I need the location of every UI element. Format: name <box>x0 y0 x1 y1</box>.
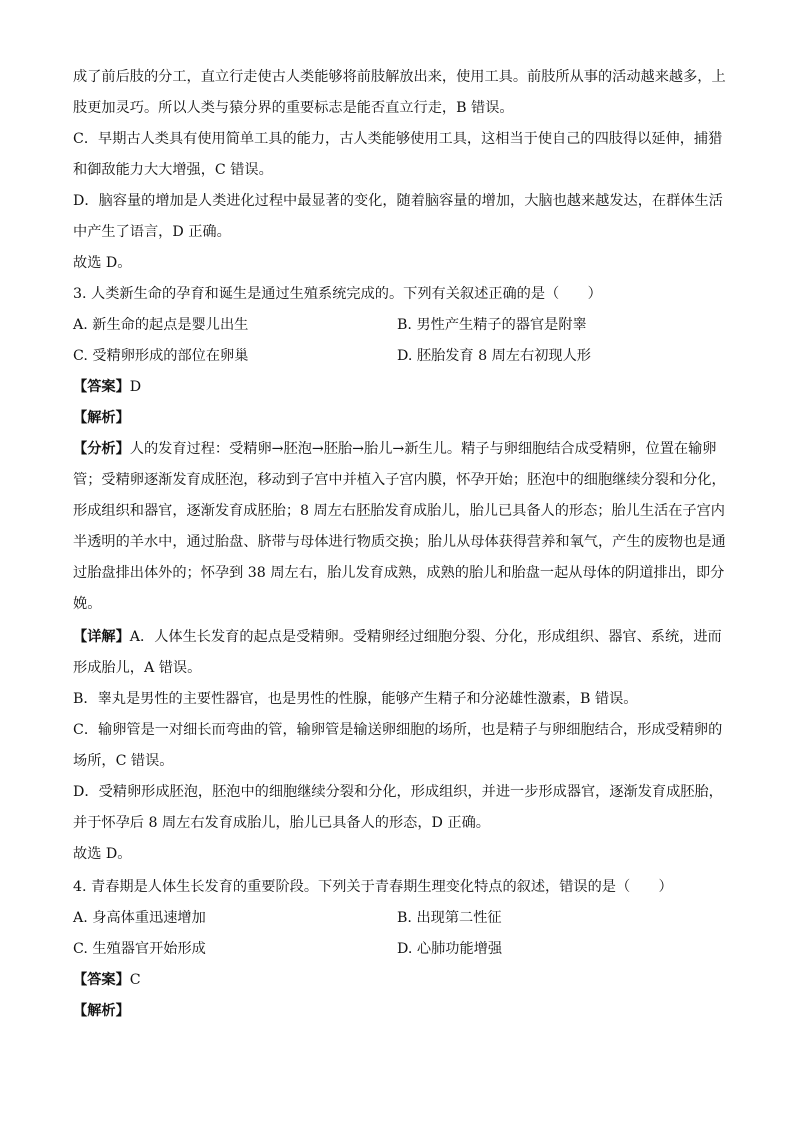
xiangjie-text: A．人体生长发育的起点是受精卵。受精卵经过细胞分裂、分化，形成组织、器官、系统，进而 <box>129 629 722 645</box>
text-line: D．脑容量的增加是人类进化过程中最显著的变化，随着脑容量的增加，大脑也越来越发达，在群体生活 <box>73 193 723 209</box>
q4-option-c: C. 生殖器官开始形成 <box>73 941 206 957</box>
text-line: B．睾丸是男性的主要性器官，也是男性的性腺，能够产生精子和分泌雄性激素，B 错误。 <box>73 691 638 707</box>
text-line: 和御敌能力大大增强，C 错误。 <box>73 162 273 178</box>
text-line: C．输卵管是一对细长而弯曲的管，输卵管是输送卵细胞的场所，也是精子与卵细胞结合，形成受精卵的 <box>73 722 723 738</box>
text-line: 形成胎儿，A 错误。 <box>73 660 202 676</box>
text-line: D．受精卵形成胚泡，胚泡中的细胞继续分裂和分化，形成组织，并进一步形成器官，逐渐发育成胚胎， <box>73 784 723 800</box>
q3-analysis-heading <box>73 408 723 428</box>
q4-option-a: A. 身高体重迅速增加 <box>73 910 206 926</box>
q4-answer <box>73 970 723 990</box>
fenxi-text: 人的发育过程：受精卵→胚泡→胚胎→胎儿→新生儿。精子与卵细胞结合成受精卵，位置在输卵 <box>129 441 717 457</box>
question-4-stem: 4. 青春期是人体生长发育的重要阶段。下列关于青春期生理变化特点的叙述，错误的是（ ） <box>73 879 673 895</box>
q3-option-b: B. 男性产生精子的器官是附睾 <box>397 317 587 333</box>
answer-label: 【答案】 <box>73 379 130 395</box>
q4-option-d: D. 心肺功能增强 <box>397 941 503 957</box>
text-line: 故选 D。 <box>73 846 132 862</box>
text-line: C．早期古人类具有使用简单工具的能力，古人类能够使用工具，这相当于使自己的四肢得以延伸，捕猎 <box>73 131 723 147</box>
text-line: 形成组织和器官，逐渐发育成胚胎；8 周左右胚胎发育成胎儿，胎儿已具备人的形态；胎儿生活在子宫内 <box>73 503 725 519</box>
text-line: 故选 D。 <box>73 255 132 271</box>
q3-option-a: A. 新生命的起点是婴儿出生 <box>73 317 249 333</box>
q3-answer <box>73 377 723 397</box>
q3-option-d: D. 胚胎发育 8 周左右初现人形 <box>397 348 591 364</box>
q3-fenxi-line <box>73 439 723 459</box>
answer-label: 【答案】 <box>73 972 130 988</box>
analysis-label: 【解析】 <box>73 1003 130 1019</box>
text-line: 成了前后肢的分工，直立行走使古人类能够将前肢解放出来，使用工具。前肢所从事的活动越来越多，上 <box>73 69 726 85</box>
text-line: 场所，C 错误。 <box>73 753 174 769</box>
xiangjie-label: 【详解】 <box>73 629 130 645</box>
text-line: 并于怀孕后 8 周左右发育成胎儿，胎儿已具备人的形态，D 正确。 <box>73 815 490 831</box>
text-line: 管；受精卵逐渐发育成胚泡，移动到子宫中并植入子宫内膜，怀孕开始；胚泡中的细胞继续分裂和分化， <box>73 472 726 488</box>
question-3-stem: 3. 人类新生命的孕育和诞生是通过生殖系统完成的。下列有关叙述正确的是（ ） <box>73 286 602 302</box>
text-line: 过胎盘排出体外的；怀孕到 38 周左右，胎儿发育成熟，成熟的胎儿和胎盘一起从母体的阴道排出，即分 <box>73 565 725 581</box>
text-line: 娩。 <box>73 596 102 612</box>
q3-option-c: C. 受精卵形成的部位在卵巢 <box>73 348 249 364</box>
answer-value: D <box>129 379 142 395</box>
text-line: 肢更加灵巧。所以人类与猿分界的重要标志是能否直立行走，B 错误。 <box>73 100 514 116</box>
answer-value: C <box>129 972 141 988</box>
text-line: 中产生了语言，D 正确。 <box>73 224 231 240</box>
q4-analysis-heading <box>73 1001 723 1021</box>
analysis-label: 【解析】 <box>73 410 130 426</box>
text-line: 半透明的羊水中，通过胎盘、脐带与母体进行物质交换；胎儿从母体获得营养和氧气，产生的废物也是通 <box>73 534 726 550</box>
fenxi-label: 【分析】 <box>73 441 130 457</box>
q3-xiangjie-line <box>73 627 723 647</box>
q4-option-b: B. 出现第二性征 <box>397 910 502 926</box>
